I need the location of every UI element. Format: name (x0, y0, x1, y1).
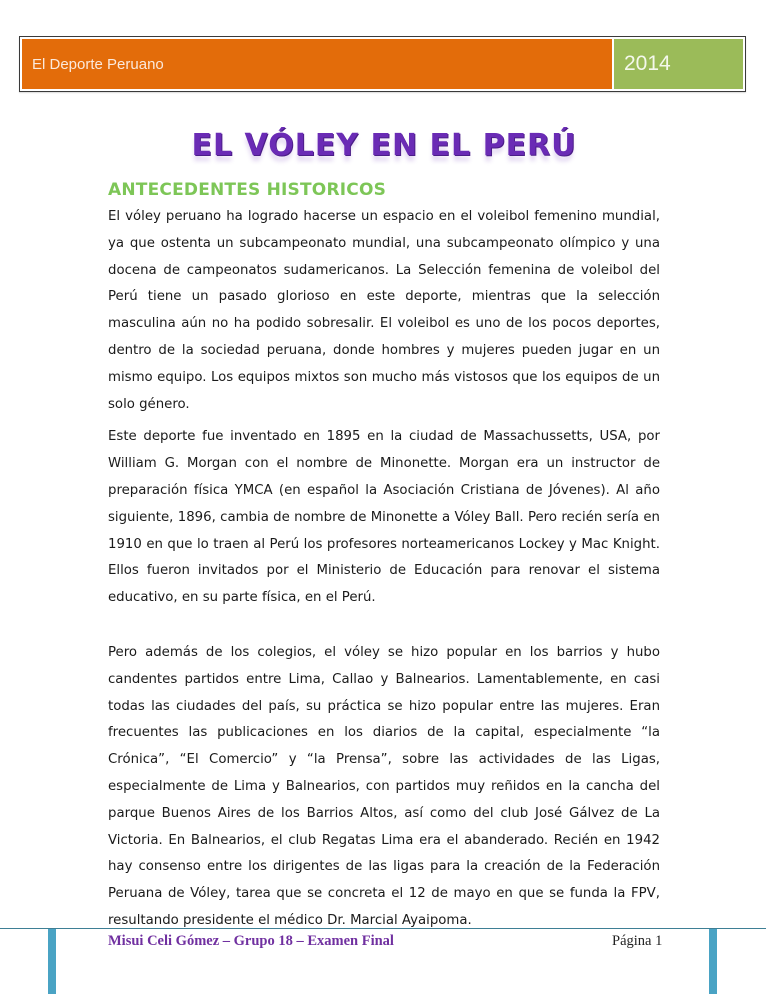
footer-rule (0, 928, 766, 929)
footer-author: Misui Celi Gómez – Grupo 18 – Examen Final (108, 933, 394, 949)
document-title: EL VÓLEY EN EL PERÚ (191, 128, 577, 163)
footer-left-bar (48, 929, 56, 994)
page-header (19, 36, 746, 92)
header-year: 2014 (614, 39, 743, 89)
paragraph: Pero además de los colegios, el vóley se hizo popular en los barrios y hubo candentes partidos entre Lima, Callao y Balnearios. Lamentablemente, en casi todas las ciudades del país, su práctica se hizo popular entre las mujeres. Eran frecuentes las publicaciones en los diarios de la capital, especialmente “la Crónica”, “El Comercio” y “la Prensa”, sobre las actividades de las Ligas, especialmente de Lima y Balnearios, con partidos muy reñidos en la cancha del parque Buenos Aires de los Barrios Altos, así como del club José Gálvez de La Victoria. En Balnearios, el club Regatas Lima era el abanderado. Recién en 1942 hay consenso entre los dirigentes de las ligas para la creación de la Federación Peruana de Vóley, tarea que se concreta el 12 de mayo en que se funda la FPV, resultando presidente el médico Dr. Marcial Ayaipoma. (108, 644, 660, 928)
paragraph: Este deporte fue inventado en 1895 en la ciudad de Massachussetts, USA, por William G. Morgan con el nombre de Minonette. Morgan era un instructor de preparación física YMCA (en español la Asociación Cristiana de Jóvenes). Al año siguiente, 1896, cambia de nombre de Minonette a Vóley Ball. Pero recién sería en 1910 en que lo traen al Perú los profesores norteamericanos Lockey y Mac Knight. Ellos fueron invitados por el Ministerio de Educación para renovar el sistema educativo, en su parte física, en el Perú. (108, 429, 660, 606)
footer-right-bar (709, 929, 717, 994)
header-title: El Deporte Peruano (22, 39, 612, 89)
page-number: Página 1 (612, 933, 663, 949)
document-body (108, 204, 660, 935)
paragraph: El vóley peruano ha logrado hacerse un espacio en el voleibol femenino mundial, ya que ostenta un subcampeonato mundial, una subcampeonato olímpico y una docena de campeonatos sudamericanos. La Selección femenina de voleibol del Perú tiene un pasado glorioso en este deporte, mientras que la selección masculina aún no ha podido sobresalir. El voleibol es uno de los pocos deportes, dentro de la sociedad peruana, donde hombres y mujeres pueden jugar en un mismo equipo. Los equipos mixtos son mucho más vistosos que los equipos de un solo género. (108, 209, 660, 412)
section-heading: ANTECEDENTES HISTORICOS (108, 180, 387, 200)
